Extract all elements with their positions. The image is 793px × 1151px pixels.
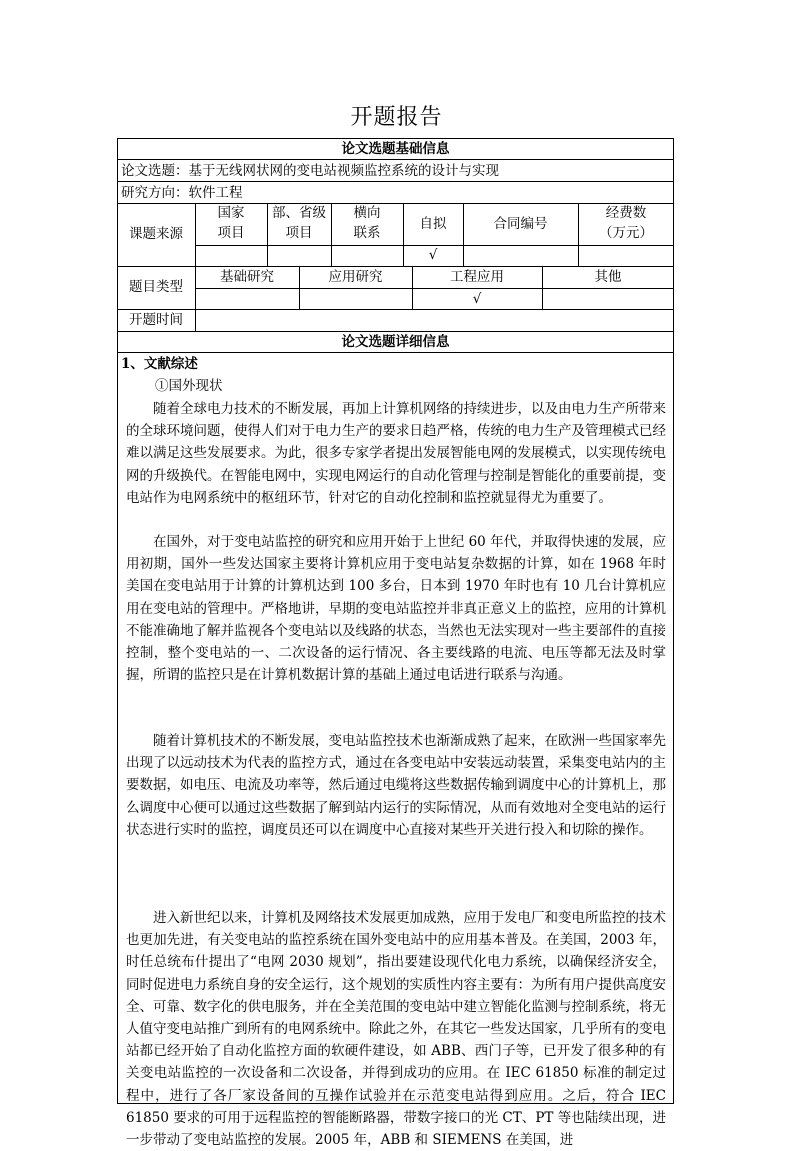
type-col-engineering: 工程应用 xyxy=(450,269,504,285)
source-col-line1: 国家 xyxy=(217,205,245,221)
foreign-status-subheading: ①国外现状 xyxy=(155,378,223,394)
source-col-line2: 联系 xyxy=(353,225,381,241)
source-col-self xyxy=(403,214,463,234)
row-divider xyxy=(117,309,674,310)
topic-label: 论文选题： xyxy=(121,163,189,179)
type-checkmark: √ xyxy=(472,291,482,307)
paragraph-4: 进入新世纪以来，计算机及网络技术发展更加成熟，应用于发电厂和变电所监控的技术也更加先进，有关变电站的监控系统在国外变电站中的应用基本普及。在美国，2003 年，时任总统布什提出了“电网 2030 规划”，指出要建设现代化电力系统，以确保经济安全，同时促进电力系统自身的安全运行，这个规划的实质性内容主要有：为所有用户提供高度安全、可靠、数字化的供电服务，并在全美范围的变电站中建立智能化监测与控制系统，将无人值守变电站推广到所有的电网系统中。除此之外，在其它一些发达国家，几乎所有的变电站都已经开始了自动化监控方面的软硬件建设，如 ABB、西门子等，已开发了很多种的有关变电站监控的一次设备和二次设备，并得到成功的应用。在 IEC 61850 标准的制定过程中，进行了各厂家设备间的互操作试验并在示范变电站得到应用。之后，符合 IEC 61850 要求的可用于远程监控的智能断路器，带数字接口的光 CT、PT 等也陆续出现，进一步带动了变电站监控的发展。2005 年，ABB 和 SIEMENS 在美国，进 xyxy=(126,910,666,1149)
type-label: 题目类型 xyxy=(129,279,183,295)
topic-row xyxy=(121,161,499,181)
source-col-national xyxy=(195,203,267,243)
col-divider xyxy=(195,309,196,331)
source-col-line2: 项目 xyxy=(285,225,313,241)
source-col-line1: 自拟 xyxy=(419,216,447,232)
source-label: 课题来源 xyxy=(129,226,183,242)
paragraph-1: 随着全球电力技术的不断发展，再加上计算机网络的持续进步，以及由电力生产所带来的全球环境问题，使得人们对于电力生产的要求日趋严格，传统的电力生产及管理模式已经难以满足这些发展要求。为此，很多专家学者提出发展智能电网的发展模式，以实现传统电网的升级换代。在智能电网中，实现电网运行的自动化管理与控制是智能化的重要前提，变电站作为电网系统中的枢纽环节，针对它的自动化控制和监控就显得尤为重要了。 xyxy=(126,401,666,506)
source-col-provincial xyxy=(267,203,331,243)
col-divider xyxy=(463,203,464,266)
row-divider xyxy=(117,352,674,353)
direction-row xyxy=(121,183,243,203)
source-col-contract xyxy=(463,214,578,234)
source-col-line2: （万元） xyxy=(599,225,653,241)
type-col-basic: 基础研究 xyxy=(220,269,274,285)
topic-value: 基于无线网状网的变电站视频监控系统的设计与实现 xyxy=(188,163,499,179)
source-col-line1: 横向 xyxy=(353,205,381,221)
source-col-line1: 合同编号 xyxy=(493,216,548,232)
paragraph-2: 在国外，对于变电站监控的研究和应用开始于上世纪 60 年代，并取得快速的发展，应用初期，国外一些发达国家主要将计算机应用于变电站复杂数据的计算，如在 1968 年时美国在变电站用于计算的计算机达到 100 多台，日本到 1970 年时也有 10 几台计算机应用在变电站的管理中。严格地讲，早期的变电站监控并非真正意义上的监控，应用的计算机不能准确地了解并监视各个变电站以及线路的状态，当然也无法实现对一些主要部件的直接控制，整个变电站的一、二次设备的运行情况、各主要线路的电流、电压等都无法及时掌握，所谓的监控只是在计算机数据计算的基础上通过电话进行联系与沟通。 xyxy=(126,534,666,684)
source-checkmark: √ xyxy=(428,247,438,263)
start-time-label: 开题时间 xyxy=(129,312,183,328)
type-col-applied: 应用研究 xyxy=(328,269,383,285)
direction-label: 研究方向： xyxy=(121,185,189,201)
basic-info-header: 论文选题基础信息 xyxy=(341,141,450,157)
page-title: 开题报告 xyxy=(350,105,443,130)
row-divider xyxy=(117,159,674,160)
detail-info-header: 论文选题详细信息 xyxy=(341,334,450,350)
direction-value: 软件工程 xyxy=(188,185,243,201)
row-divider xyxy=(117,181,674,182)
paragraph-3: 随着计算机技术的不断发展，变电站监控技术也渐渐成熟了起来，在欧洲一些国家率先出现了以远动技术为代表的监控方式，通过在各变电站中安装远动装置，采集变电站内的主要数据，如电压、电流及功率等，然后通过电缆将这些数据传输到调度中心的计算机上，那么调度中心便可以通过这些数据了解到站内运行的实际情况，从而有效地对全变电站的运行状态进行实时的监控，调度员还可以在调度中心直接对某些开关进行投入和切除的操作。 xyxy=(126,733,666,838)
source-col-funding xyxy=(578,203,674,243)
type-col-other: 其他 xyxy=(594,269,622,285)
source-col-line1: 部、省级 xyxy=(272,205,326,221)
source-col-line2: 项目 xyxy=(217,225,245,241)
literature-review-heading: 1、文献综述 xyxy=(121,356,198,372)
source-col-horizontal xyxy=(331,203,403,243)
source-col-line1: 经费数 xyxy=(605,205,647,221)
